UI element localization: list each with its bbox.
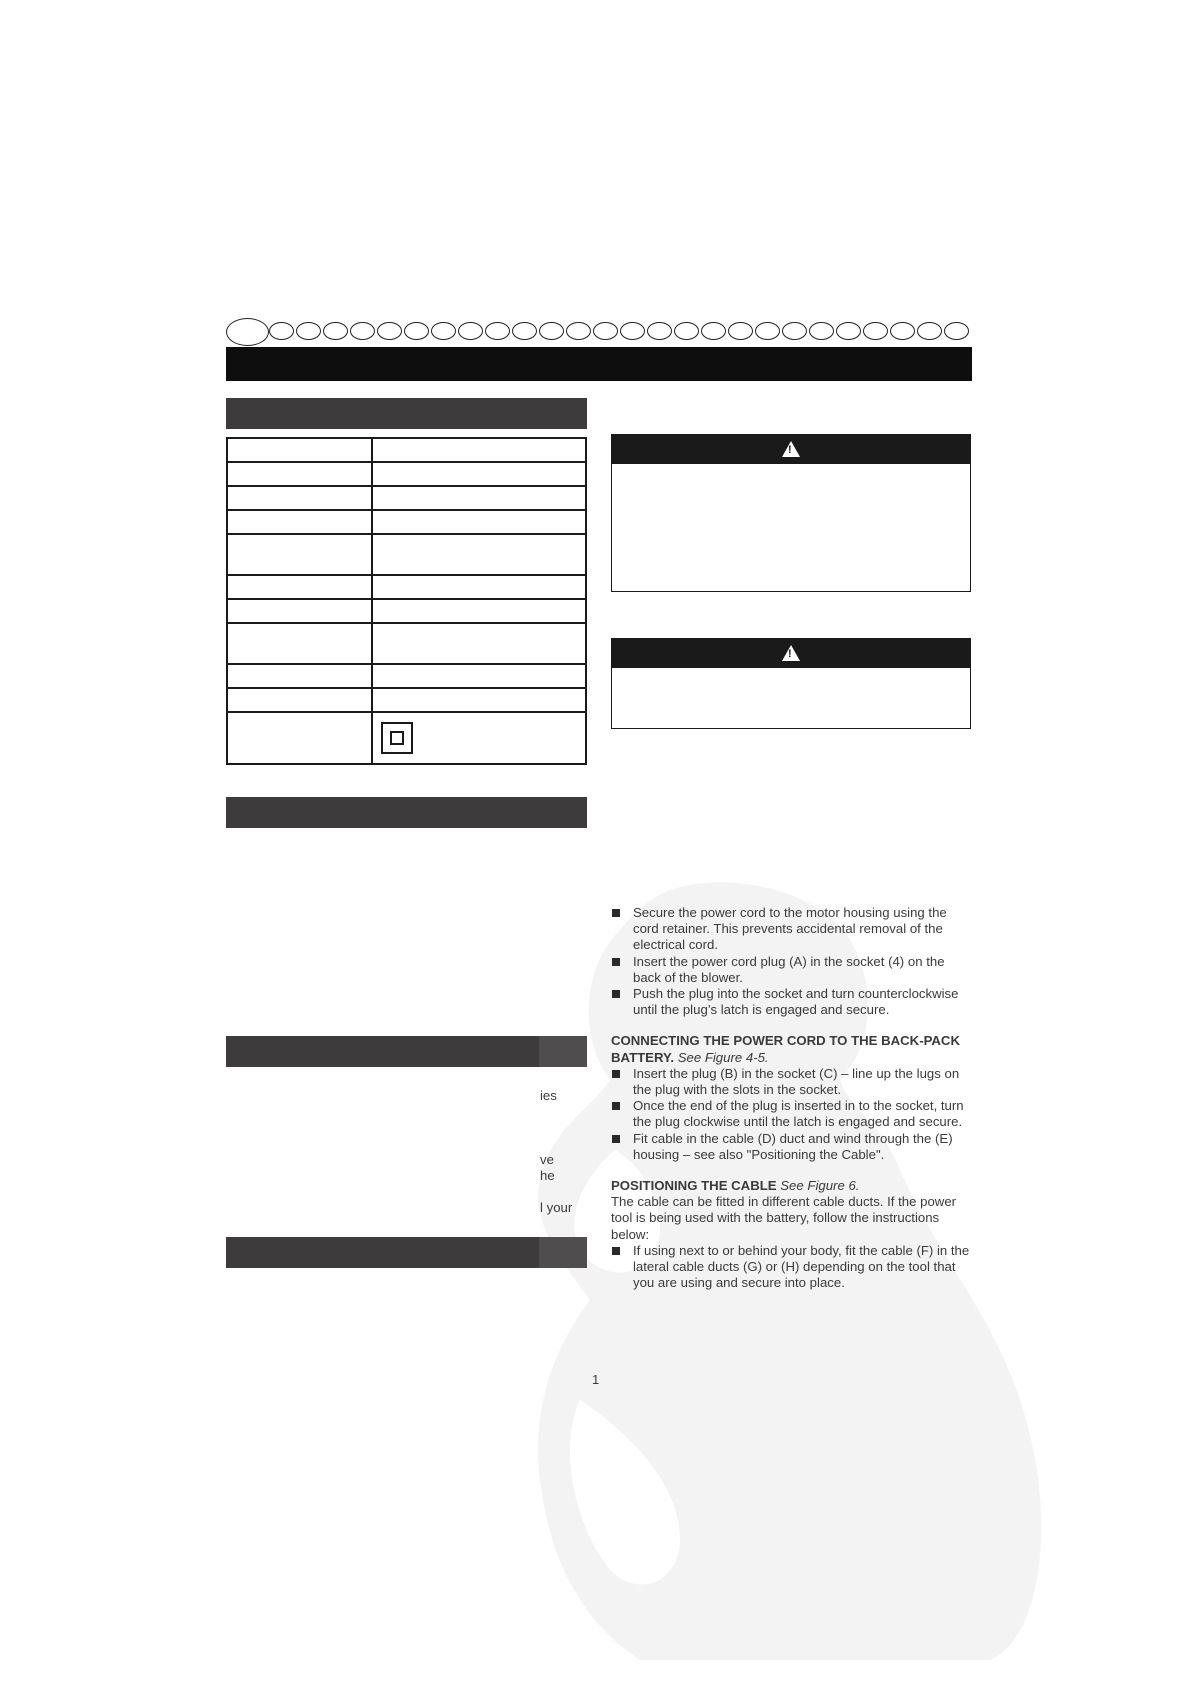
text-fragment: l your bbox=[540, 1200, 573, 1215]
backpack-heading-text: CONNECTING THE POWER CORD TO THE BACK-PACK BATTERY. bbox=[611, 1033, 960, 1065]
table-row bbox=[227, 664, 586, 688]
language-tab[interactable] bbox=[728, 322, 753, 340]
table-cell bbox=[227, 599, 372, 623]
table-cell bbox=[227, 534, 372, 575]
language-tab[interactable] bbox=[647, 322, 672, 340]
table-row bbox=[227, 510, 586, 534]
language-tabs bbox=[226, 318, 972, 346]
warning-header bbox=[612, 639, 970, 668]
language-tab[interactable] bbox=[593, 322, 618, 340]
list-item: Once the end of the plug is inserted in to the socket, turn the plug clockwise until the latch is engaged and secure. bbox=[611, 1098, 971, 1130]
language-tab[interactable] bbox=[404, 322, 429, 340]
table-cell bbox=[227, 462, 372, 486]
language-tab[interactable] bbox=[539, 322, 564, 340]
language-tab[interactable] bbox=[566, 322, 591, 340]
table-cell bbox=[227, 438, 372, 462]
positioning-heading bbox=[611, 1178, 971, 1194]
language-tab[interactable] bbox=[755, 322, 780, 340]
table-row bbox=[227, 712, 586, 764]
table-cell bbox=[372, 623, 586, 664]
language-tab[interactable] bbox=[620, 322, 645, 340]
table-row bbox=[227, 623, 586, 664]
language-tab-active[interactable] bbox=[226, 318, 269, 346]
list-item: Insert the power cord plug (A) in the socket (4) on the back of the blower. bbox=[611, 954, 971, 986]
positioning-heading-text: POSITIONING THE CABLE bbox=[611, 1178, 777, 1194]
table-cell bbox=[372, 664, 586, 688]
table-row bbox=[227, 462, 586, 486]
table-cell bbox=[372, 688, 586, 712]
section-header-2 bbox=[226, 797, 587, 828]
table-cell bbox=[372, 599, 586, 623]
list-item: Fit cable in the cable (D) duct and wind through the (E) housing – see also "Positioning the Cable". bbox=[611, 1131, 971, 1163]
section-header-specifications bbox=[226, 398, 587, 429]
table-cell bbox=[372, 534, 586, 575]
table-cell bbox=[227, 486, 372, 510]
language-tab[interactable] bbox=[350, 322, 375, 340]
language-tab[interactable] bbox=[323, 322, 348, 340]
table-row bbox=[227, 438, 586, 462]
section-header-4 bbox=[226, 1237, 587, 1268]
table-row bbox=[227, 688, 586, 712]
language-tab[interactable] bbox=[701, 322, 726, 340]
section-header-tail bbox=[539, 1036, 587, 1067]
warning-triangle-icon bbox=[782, 441, 800, 457]
table-cell bbox=[227, 712, 372, 764]
section-header-3 bbox=[226, 1036, 587, 1067]
warning-header bbox=[612, 435, 970, 464]
text-fragment: ies bbox=[540, 1088, 557, 1103]
language-tab[interactable] bbox=[917, 322, 942, 340]
table-cell bbox=[227, 664, 372, 688]
table-cell bbox=[372, 510, 586, 534]
language-tab[interactable] bbox=[485, 322, 510, 340]
list-item: Secure the power cord to the motor housing using the cord retainer. This prevents accidental removal of the electrical cord. bbox=[611, 905, 971, 954]
table-row bbox=[227, 599, 586, 623]
language-tab[interactable] bbox=[296, 322, 321, 340]
table-cell bbox=[227, 575, 372, 599]
text-fragment: ve bbox=[540, 1152, 554, 1167]
table-cell bbox=[372, 462, 586, 486]
specifications-table bbox=[226, 437, 587, 765]
language-tab[interactable] bbox=[836, 322, 861, 340]
language-tab[interactable] bbox=[809, 322, 834, 340]
language-tab[interactable] bbox=[458, 322, 483, 340]
double-insulation-icon bbox=[381, 722, 413, 754]
table-cell bbox=[227, 688, 372, 712]
language-tab[interactable] bbox=[890, 322, 915, 340]
language-tab[interactable] bbox=[377, 322, 402, 340]
table-cell bbox=[227, 510, 372, 534]
table-row bbox=[227, 486, 586, 510]
warning-box-2 bbox=[611, 638, 971, 729]
warning-box-1 bbox=[611, 434, 971, 592]
backpack-figure-ref: See Figure 4-5. bbox=[677, 1049, 769, 1065]
table-cell bbox=[372, 712, 586, 764]
table-cell bbox=[372, 438, 586, 462]
language-tab[interactable] bbox=[431, 322, 456, 340]
language-tab[interactable] bbox=[512, 322, 537, 340]
positioning-figure-ref: See Figure 6. bbox=[780, 1178, 860, 1194]
list-item: If using next to or behind your body, fit the cable (F) in the lateral cable ducts (G) or (H) depending on the tool that you are using and secure into place. bbox=[611, 1243, 971, 1292]
list-item: Push the plug into the socket and turn counterclockwise until the plug’s latch is engaged and secure. bbox=[611, 986, 971, 1018]
backpack-heading bbox=[611, 1033, 971, 1065]
text-fragment: he bbox=[540, 1168, 555, 1183]
language-tab[interactable] bbox=[269, 322, 294, 340]
table-row bbox=[227, 534, 586, 575]
table-cell bbox=[372, 486, 586, 510]
page-title-bar bbox=[226, 347, 972, 381]
list-item: Insert the plug (B) in the socket (C) – line up the lugs on the plug with the slots in the socket. bbox=[611, 1066, 971, 1098]
table-cell bbox=[227, 623, 372, 664]
warning-triangle-icon bbox=[782, 645, 800, 661]
language-tab[interactable] bbox=[782, 322, 807, 340]
page-number: 1 bbox=[592, 1372, 600, 1387]
table-row bbox=[227, 575, 586, 599]
positioning-intro: The cable can be fitted in different cable ducts. If the power tool is being used with the battery, follow the instructions below: bbox=[611, 1194, 957, 1242]
language-tab[interactable] bbox=[674, 322, 699, 340]
language-tab[interactable] bbox=[863, 322, 888, 340]
power-cord-instructions bbox=[611, 905, 971, 1291]
section-header-tail bbox=[539, 1237, 587, 1268]
language-tab[interactable] bbox=[944, 322, 969, 340]
table-cell bbox=[372, 575, 586, 599]
